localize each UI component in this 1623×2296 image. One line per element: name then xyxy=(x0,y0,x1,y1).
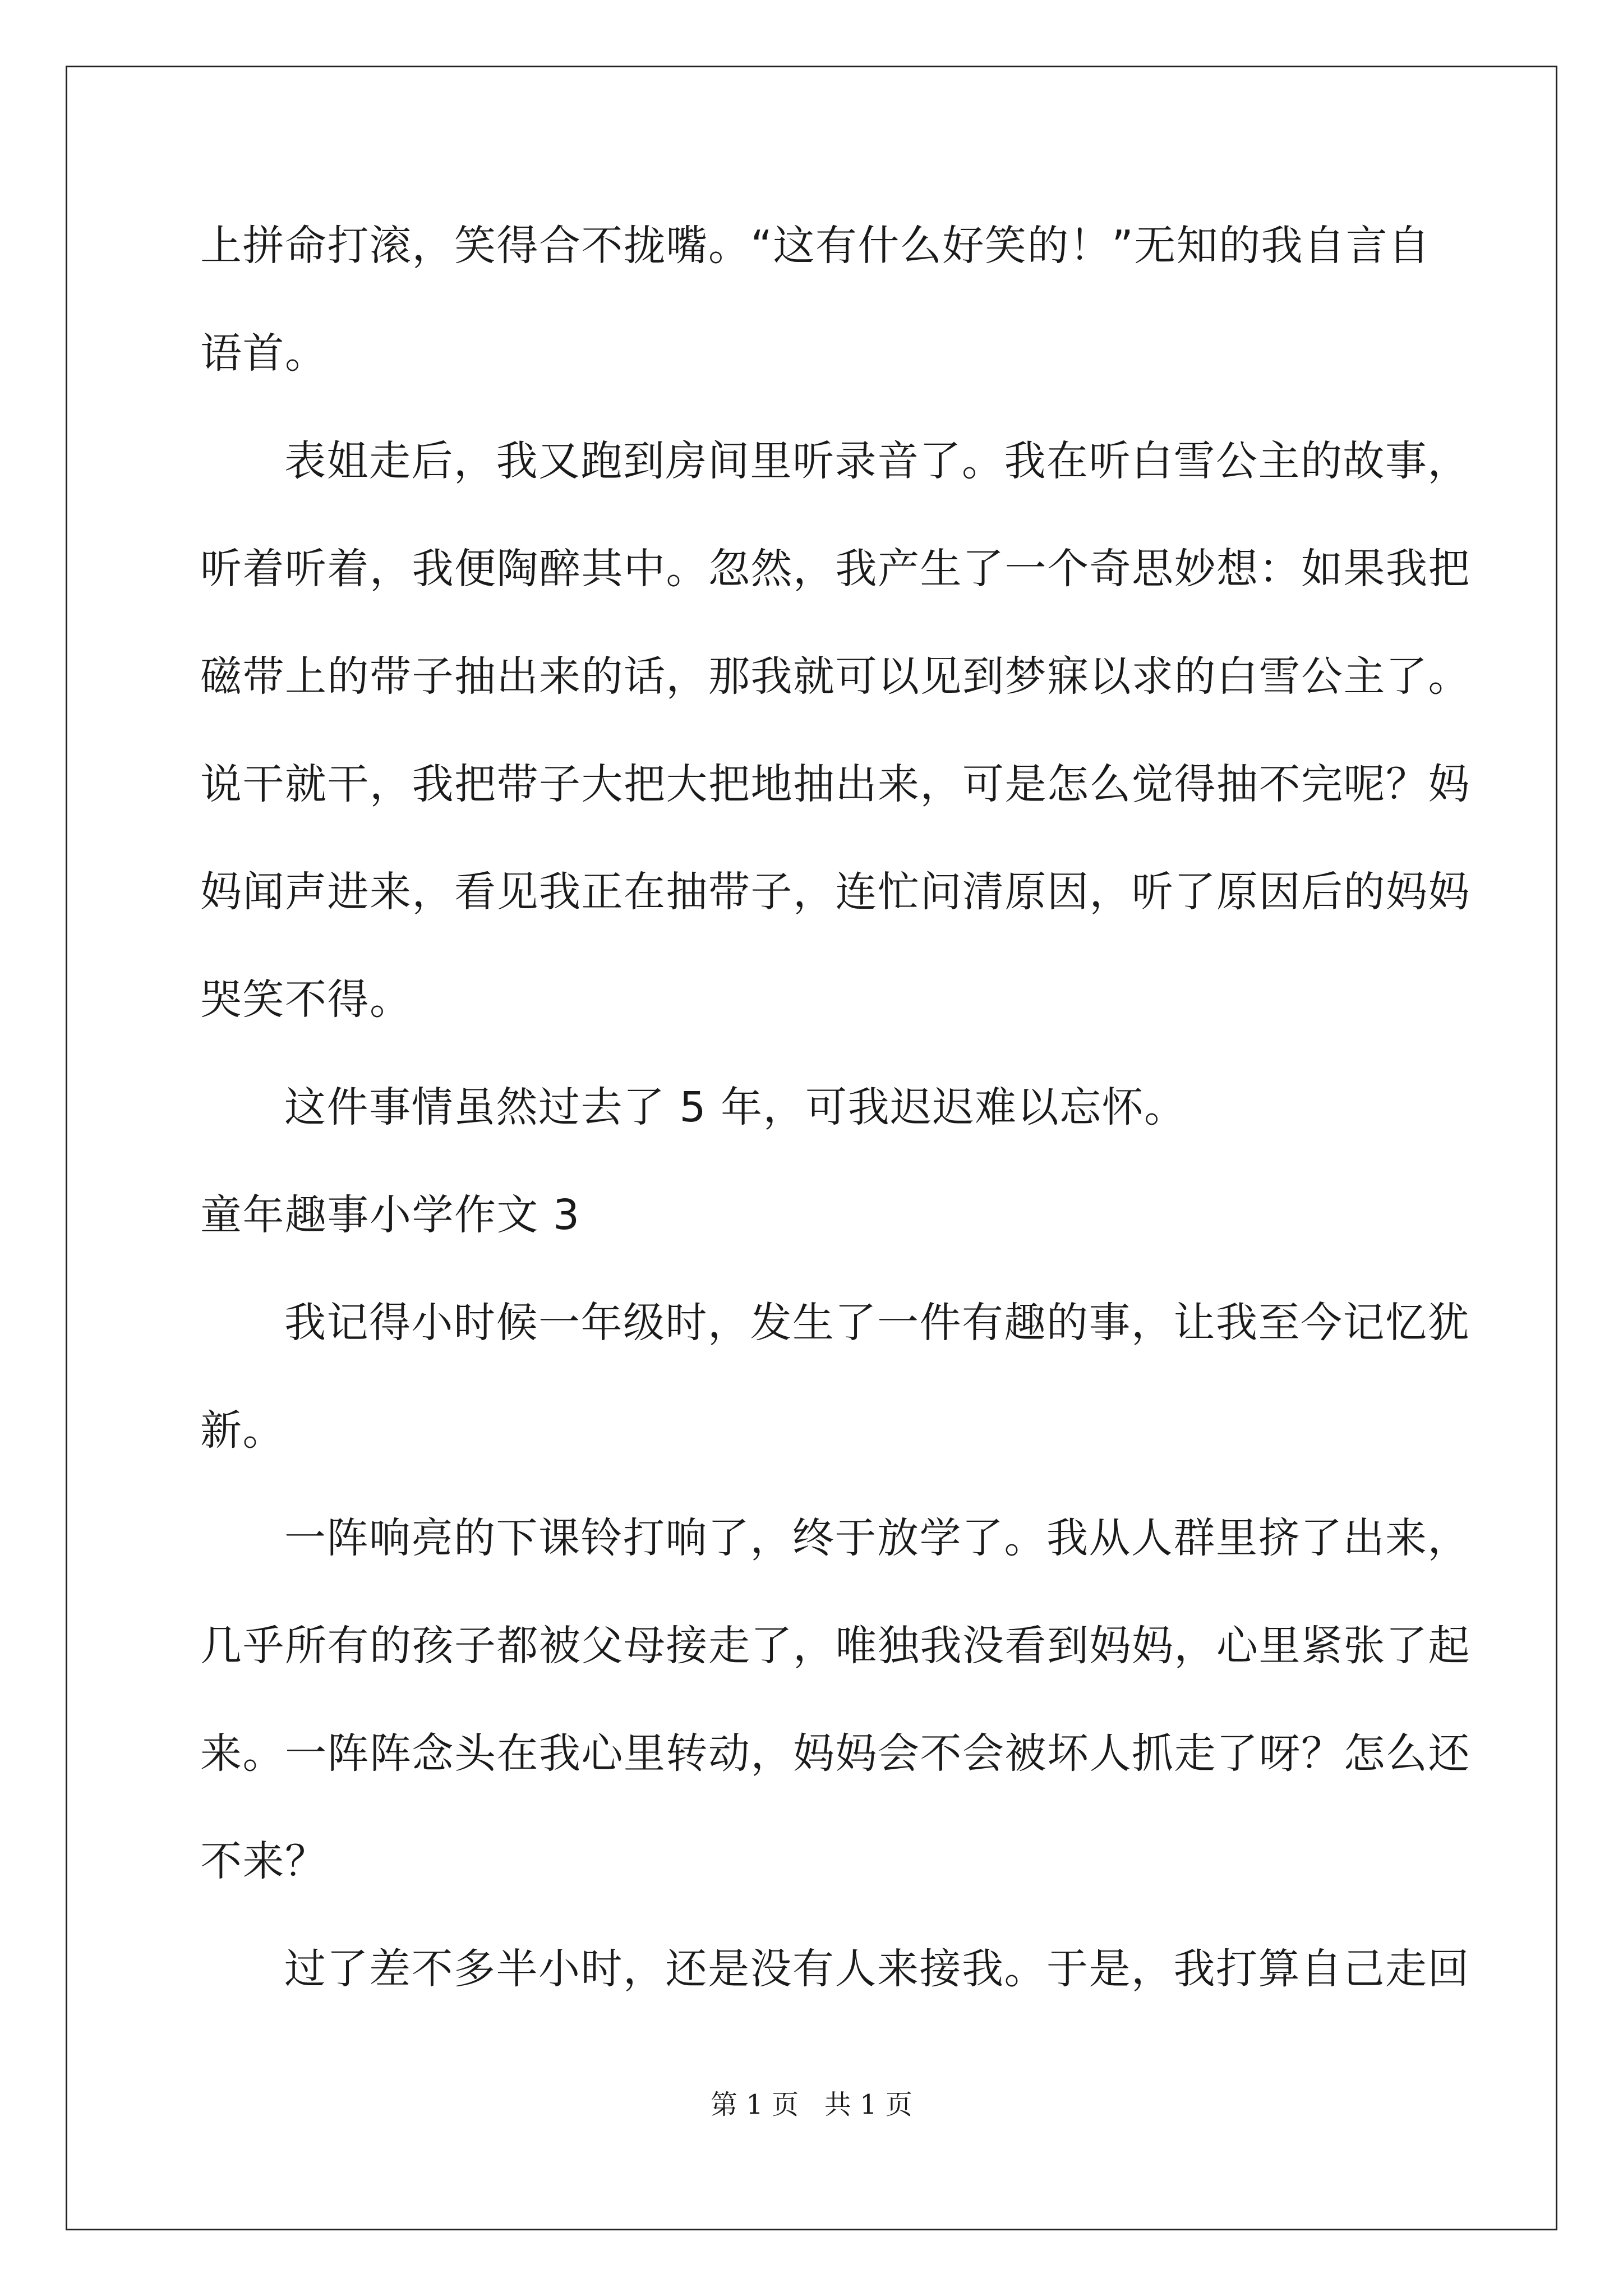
paragraph-line: 妈闻声进来，看见我正在抽带子，连忙问清原因，听了原因后的妈妈 xyxy=(200,868,1470,916)
paragraph-line: 哭笑不得。 xyxy=(200,976,412,1024)
page-border xyxy=(66,66,1557,2230)
paragraph-line: 来。一阵阵念头在我心里转动，妈妈会不会被坏人抓走了呀？怎么还 xyxy=(200,1729,1470,1778)
paragraph-first-line: 过了差不多半小时，还是没有人来接我。于是，我打算自己走回 xyxy=(284,1945,1470,1993)
paragraph-line: 几乎所有的孩子都被父母接走了，唯独我没看到妈妈，心里紧张了起 xyxy=(200,1622,1470,1670)
paragraph-line: 磁带上的带子抽出来的话，那我就可以见到梦寐以求的白雪公主了。 xyxy=(200,652,1470,701)
paragraph-line: 听着听着，我便陶醉其中。忽然，我产生了一个奇思妙想：如果我把 xyxy=(200,545,1470,593)
paragraph-line: 上拼命打滚，笑得合不拢嘴。“这有什么好笑的！”无知的我自言自 xyxy=(200,222,1431,270)
paragraph-first-line: 表姐走后，我又跑到房间里听录音了。我在听白雪公主的故事， xyxy=(284,437,1470,485)
paragraph-line: 新。 xyxy=(200,1406,285,1455)
paragraph-first-line: 我记得小时候一年级时，发生了一件有趣的事，让我至今记忆犹 xyxy=(284,1299,1470,1347)
paragraph-first-line: 一阵响亮的下课铃打响了，终于放学了。我从人群里挤了出来， xyxy=(284,1514,1470,1562)
section-heading: 童年趣事小学作文 3 xyxy=(200,1191,580,1239)
paragraph-line: 不来？ xyxy=(200,1837,328,1885)
page-number-footer: 第 1 页 共 1 页 xyxy=(711,2089,912,2120)
paragraph-first-line: 这件事情虽然过去了 5 年，可我迟迟难以忘怀。 xyxy=(284,1083,1187,1131)
paragraph-line: 说干就干，我把带子大把大把地抽出来，可是怎么觉得抽不完呢？妈 xyxy=(200,760,1470,808)
paragraph-line: 语首。 xyxy=(200,329,328,378)
